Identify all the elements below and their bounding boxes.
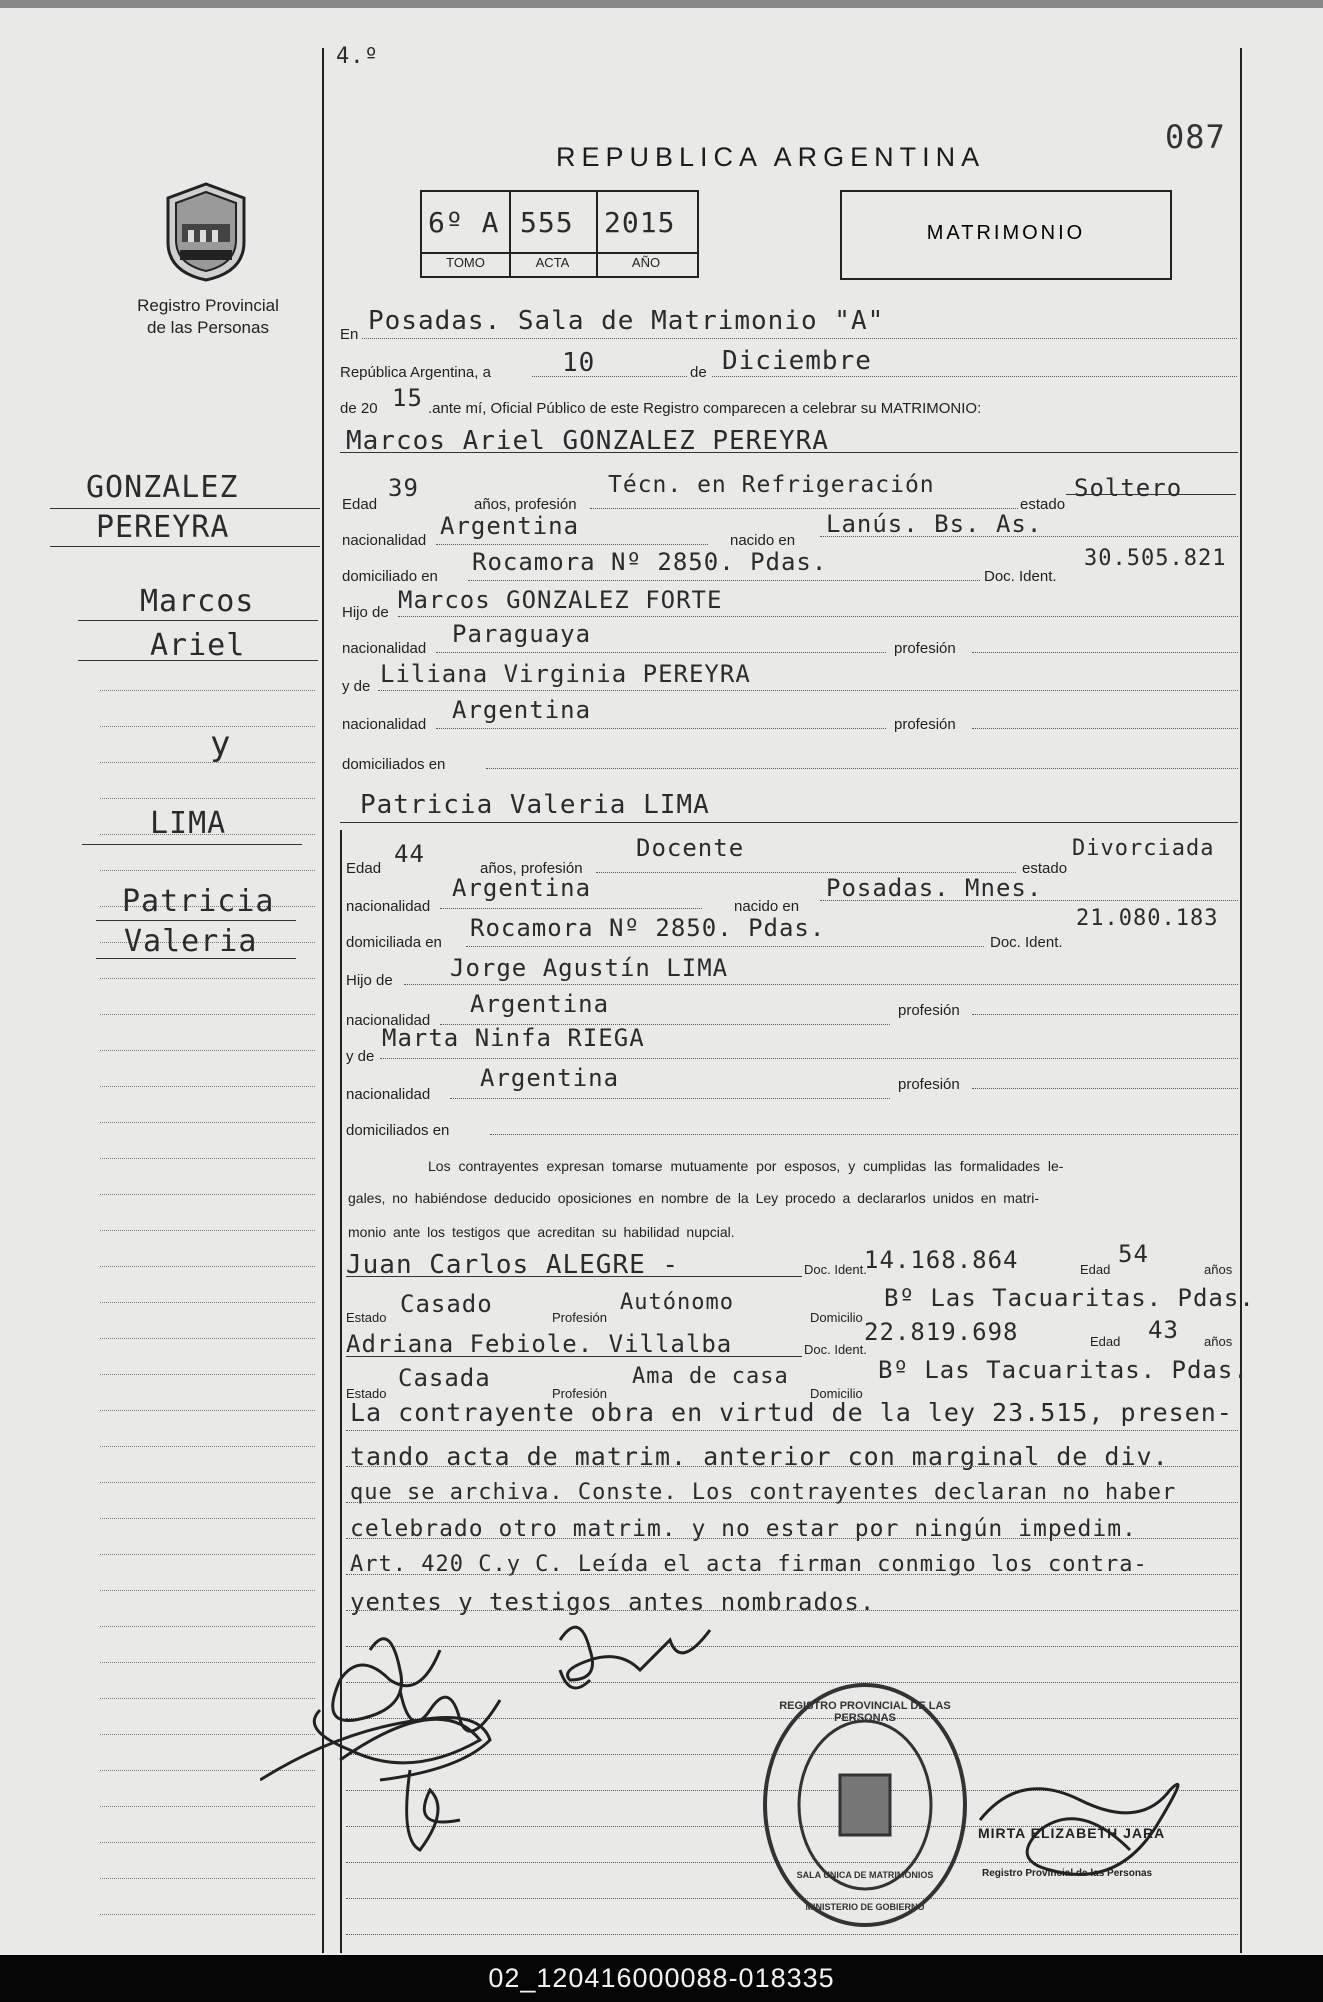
bride-mother-nationality: Argentina	[480, 1064, 620, 1092]
margin-line	[100, 1914, 315, 1915]
witness1-anos-label: años	[1204, 1262, 1233, 1277]
margin-line	[100, 1230, 315, 1231]
groom-profesion-label: años, profesión	[474, 496, 577, 513]
country-title: REPUBLICA ARGENTINA	[556, 142, 986, 172]
groom-profession: Técn. en Refrigeración	[608, 472, 935, 498]
margin-line	[100, 1158, 315, 1159]
registry-name-line1: Registro Provincial	[137, 296, 279, 315]
margin-groom-surname-2: PEREYRA	[96, 510, 230, 545]
groom-father-nacionalidad-label: nacionalidad	[342, 640, 427, 657]
groom-hijo-label: Hijo de	[342, 604, 389, 621]
witness1-name: Juan Carlos ALEGRE -	[346, 1250, 680, 1280]
groom-mother: Liliana Virginia PEREYRA	[380, 660, 751, 688]
initials: 4.º	[336, 44, 379, 69]
note-line2: tando acta de matrim. anterior con marginal de div.	[350, 1442, 1169, 1471]
acta-value: 555	[520, 206, 574, 239]
bride-full-name: Patricia Valeria LIMA	[360, 790, 710, 820]
stamp-ring-text: REGISTRO PROVINCIAL DE LAS PERSONAS	[779, 1700, 951, 1724]
witness2-status: Casada	[398, 1364, 491, 1392]
groom-address: Rocamora Nº 2850. Pdas.	[472, 548, 828, 576]
bride-age: 44	[394, 840, 425, 868]
republica-label: República Argentina, a	[340, 364, 491, 381]
witness1-status: Casado	[400, 1290, 493, 1318]
margin-bride-name-1: Patricia	[122, 884, 275, 919]
margin-line	[100, 870, 315, 871]
groom-father-nationality: Paraguaya	[452, 620, 592, 648]
margin-line	[100, 1014, 315, 1015]
groom-mother-nacionalidad-label: nacionalidad	[342, 716, 427, 733]
margin-line	[100, 1086, 315, 1087]
day-value: 10	[562, 348, 596, 378]
declaration-line1: Los contrayentes expresan tomarse mutuamente por esposos, y cumplidas las formalidades le-	[428, 1158, 1064, 1174]
bride-nacionalidad-label: nacionalidad	[346, 898, 431, 915]
groom-birthplace: Lanús. Bs. As.	[826, 510, 1043, 538]
ruled-line	[346, 1466, 1238, 1467]
bride-birthplace: Posadas. Mnes.	[826, 874, 1043, 902]
acta-label: ACTA	[535, 255, 570, 270]
bride-nacido-label: nacido en	[734, 898, 800, 915]
signatures	[260, 1610, 820, 1900]
bride-civil-status: Divorciada	[1072, 836, 1215, 861]
witness1-dni: 14.168.864	[864, 1246, 1019, 1274]
groom-dni: 30.505.821	[1084, 546, 1227, 571]
groom-nacionalidad-label: nacionalidad	[342, 532, 427, 549]
margin-groom-name-1: Marcos	[140, 584, 255, 619]
stamp-bottom-text: MINISTERIO DE GOBIERNO	[805, 1902, 925, 1912]
year-suffix: 15	[392, 384, 423, 412]
witness2-estado-label: Estado	[346, 1386, 387, 1401]
groom-age: 39	[388, 474, 419, 502]
note-line5: Art. 420 C.y C. Leída el acta firman conmigo los contra-	[350, 1552, 1148, 1577]
page-number: 087	[1165, 118, 1226, 156]
witness1-profesion-label: Profesión	[552, 1310, 607, 1325]
bride-father-profesion-label: profesión	[898, 1002, 960, 1019]
margin-line	[100, 1518, 315, 1519]
witness1-profession: Autónomo	[620, 1290, 734, 1315]
ruled-line	[346, 1574, 1238, 1575]
bride-address: Rocamora Nº 2850. Pdas.	[470, 914, 826, 942]
document-type-box	[840, 190, 1172, 280]
margin-connector: y	[210, 724, 232, 764]
witness1-edad-label: Edad	[1080, 1262, 1111, 1277]
bride-parents-domicilio-label: domiciliados en	[346, 1122, 450, 1139]
margin-line	[100, 1302, 315, 1303]
witness2-anos-label: años	[1204, 1334, 1233, 1349]
margin-line	[100, 726, 315, 727]
bride-estado-label: estado	[1022, 860, 1068, 877]
groom-civil-status: Soltero	[1074, 474, 1183, 502]
intro-statement: .ante mí, Oficial Público de este Registro comparecen a celebrar su MATRIMONIO:	[428, 400, 982, 417]
bride-profession: Docente	[636, 834, 745, 862]
official-stamp	[760, 1680, 970, 1930]
note-line1: La contrayente obra en virtud de la ley 23.515, presen-	[350, 1398, 1233, 1427]
year-prefix: de 20	[340, 400, 378, 417]
ruled-line	[346, 1934, 1238, 1935]
witness2-edad-label: Edad	[1090, 1334, 1121, 1349]
anio-label: AÑO	[631, 255, 661, 270]
bride-father: Jorge Agustín LIMA	[450, 954, 729, 982]
margin-line	[100, 1410, 315, 1411]
official-title: Registro Provincial de las Personas	[982, 1868, 1153, 1879]
margin-line	[100, 1446, 315, 1447]
document-type: MATRIMONIO	[926, 222, 1086, 244]
margin-line	[100, 690, 315, 691]
witness1-age: 54	[1118, 1240, 1149, 1268]
province-logo	[160, 180, 252, 284]
bride-mother: Marta Ninfa RIEGA	[382, 1024, 645, 1052]
witness2-name: Adriana Febiole. Villalba	[346, 1330, 733, 1358]
de-label: de	[690, 364, 707, 381]
bride-dni: 21.080.183	[1076, 906, 1219, 931]
stamp-inner-text: SALA UNICA DE MATRIMONIOS	[796, 1870, 934, 1880]
bride-father-nationality: Argentina	[470, 990, 610, 1018]
margin-line	[100, 762, 315, 763]
margin-line	[100, 978, 315, 979]
ruled-line	[346, 1502, 1238, 1503]
margin-line	[100, 1194, 315, 1195]
witness2-profession: Ama de casa	[632, 1364, 789, 1389]
groom-father: Marcos GONZALEZ FORTE	[398, 586, 723, 614]
ruled-line	[346, 1430, 1238, 1431]
scan-edge	[0, 0, 1323, 8]
anio-value: 2015	[604, 206, 676, 239]
groom-domicilio-label: domiciliado en	[342, 568, 438, 585]
margin-line	[100, 1050, 315, 1051]
bride-nationality: Argentina	[452, 874, 592, 902]
witness2-domicilio-label: Domicilio	[810, 1386, 863, 1401]
bride-hijo-label: Hijo de	[346, 972, 393, 989]
groom-nacido-label: nacido en	[730, 532, 796, 549]
margin-line	[100, 1590, 315, 1591]
margin-groom-name-2: Ariel	[150, 628, 246, 663]
bride-father-nacionalidad-label: nacionalidad	[346, 1012, 431, 1029]
tomo-label: TOMO	[446, 255, 485, 270]
witness1-address: Bº Las Tacuaritas. Pdas.	[884, 1284, 1255, 1312]
official-name: MIRTA ELIZABETH JARA	[978, 1825, 1166, 1841]
declaration-line3: monio ante los testigos que acreditan su habilidad nupcial.	[348, 1224, 735, 1240]
groom-edad-label: Edad	[342, 496, 378, 513]
witness2-dni: 22.819.698	[864, 1318, 1019, 1346]
image-code-footer: 02_120416000088-018335	[0, 1955, 1323, 2002]
groom-nationality: Argentina	[440, 512, 580, 540]
witness2-dni-label: Doc. Ident.	[804, 1342, 867, 1357]
margin-line	[100, 1374, 315, 1375]
official-signature	[960, 1760, 1200, 1920]
witness2-age: 43	[1148, 1316, 1179, 1344]
tomo-value: 6º A	[428, 206, 500, 239]
registry-box	[420, 190, 699, 278]
witness1-dni-label: Doc. Ident.	[804, 1262, 867, 1277]
note-line6: yentes y testigos antes nombrados.	[350, 1588, 876, 1616]
margin-bride-surname: LIMA	[150, 806, 227, 841]
groom-mother-profesion-label: profesión	[894, 716, 956, 733]
margin-line	[100, 1266, 315, 1267]
margin-line	[100, 1338, 315, 1339]
bride-yde-label: y de	[346, 1048, 375, 1065]
groom-father-profesion-label: profesión	[894, 640, 956, 657]
bride-mother-nacionalidad-label: nacionalidad	[346, 1086, 431, 1103]
ceremony-place: Posadas. Sala de Matrimonio "A"	[368, 306, 885, 336]
note-line3: que se archiva. Conste. Los contrayentes declaran no haber	[350, 1480, 1177, 1505]
month-value: Diciembre	[722, 346, 872, 376]
bride-mother-profesion-label: profesión	[898, 1076, 960, 1093]
groom-yde-label: y de	[342, 678, 371, 695]
ruled-line	[346, 1538, 1238, 1539]
witness1-domicilio-label: Domicilio	[810, 1310, 863, 1325]
margin-line	[100, 798, 315, 799]
witness2-profesion-label: Profesión	[552, 1386, 607, 1401]
margin-bride-name-2: Valeria	[124, 924, 258, 959]
bride-dni-label: Doc. Ident.	[990, 934, 1063, 951]
bride-domicilio-label: domiciliada en	[346, 934, 442, 951]
groom-parents-domicilio-label: domiciliados en	[342, 756, 446, 773]
groom-estado-label: estado	[1020, 496, 1066, 513]
right-rule	[1240, 48, 1242, 1953]
bride-edad-label: Edad	[346, 860, 382, 877]
witness1-estado-label: Estado	[346, 1310, 387, 1325]
en-label: En	[340, 326, 359, 343]
registry-name-line2: de las Personas	[147, 318, 269, 337]
groom-dni-label: Doc. Ident.	[984, 568, 1057, 585]
margin-line	[100, 1554, 315, 1555]
groom-mother-nationality: Argentina	[452, 696, 592, 724]
declaration-line2: gales, no habiéndose deducido oposiciones en nombre de la Ley procedo a declararlos unidos en matri-	[348, 1190, 1039, 1206]
margin-groom-surname-1: GONZALEZ	[86, 470, 239, 505]
groom-full-name: Marcos Ariel GONZALEZ PEREYRA	[346, 426, 829, 456]
witness2-address: Bº Las Tacuaritas. Pdas.	[878, 1356, 1249, 1384]
margin-line	[100, 1122, 315, 1123]
note-line4: celebrado otro matrim. y no estar por ningún impedim.	[350, 1516, 1137, 1542]
margin-line	[100, 1482, 315, 1483]
bride-profesion-label: años, profesión	[480, 860, 583, 877]
